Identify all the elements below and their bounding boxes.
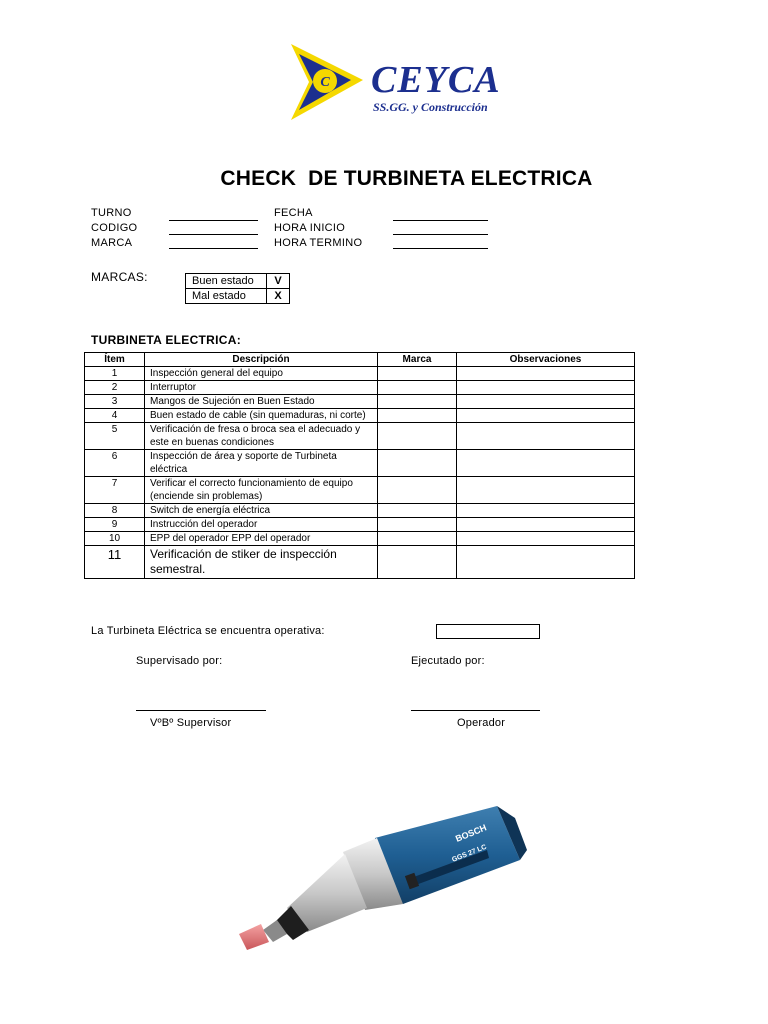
tool-model-text: GGS 27 LC: [451, 843, 488, 864]
column-header-observaciones: Observaciones: [457, 353, 635, 367]
field-label-codigo: CODIGO: [91, 222, 138, 234]
table-row: [85, 423, 635, 450]
legend-row-mal: [186, 289, 290, 304]
checklist-table: [84, 352, 635, 579]
field-label-hora-termino: HORA TERMINO: [274, 237, 363, 249]
item-number: 6: [85, 450, 145, 477]
table-header-row: [85, 353, 635, 367]
marca-cell[interactable]: [378, 409, 457, 423]
item-description: EPP del operador EPP del operador: [145, 532, 378, 546]
operativa-answer-box[interactable]: [436, 624, 540, 639]
codigo-input-line[interactable]: [169, 234, 258, 235]
item-description: Verificación de stiker de inspección semestral.: [145, 546, 378, 579]
item-number: 3: [85, 395, 145, 409]
item-number: 11: [85, 546, 145, 579]
marca-cell[interactable]: [378, 532, 457, 546]
hora-termino-input-line[interactable]: [393, 248, 488, 249]
marca-cell[interactable]: [378, 504, 457, 518]
table-row: [85, 409, 635, 423]
item-description: Instrucción del operador: [145, 518, 378, 532]
observaciones-cell[interactable]: [457, 546, 635, 579]
column-header-descripcion: Descripción: [145, 353, 378, 367]
table-row: [85, 504, 635, 518]
item-number: 1: [85, 367, 145, 381]
item-number: 9: [85, 518, 145, 532]
marca-cell[interactable]: [378, 423, 457, 450]
item-description: Verificación de fresa o broca sea el adecuado y este en buenas condiciones: [145, 423, 378, 450]
table-row: [85, 367, 635, 381]
column-header-item: Ítem: [85, 353, 145, 367]
marca-cell[interactable]: [378, 367, 457, 381]
observaciones-cell[interactable]: [457, 423, 635, 450]
ejecutado-label: Ejecutado por:: [411, 655, 485, 667]
marca-input-line[interactable]: [169, 248, 258, 249]
legend-symbol: V: [267, 274, 290, 289]
table-row: [85, 381, 635, 395]
operativa-label: La Turbineta Eléctrica se encuentra operativa:: [91, 625, 325, 637]
observaciones-cell[interactable]: [457, 367, 635, 381]
field-label-marca: MARCA: [91, 237, 133, 249]
fecha-input-line[interactable]: [393, 220, 488, 221]
item-number: 5: [85, 423, 145, 450]
observaciones-cell[interactable]: [457, 409, 635, 423]
item-number: 10: [85, 532, 145, 546]
hora-inicio-input-line[interactable]: [393, 234, 488, 235]
company-logo: [285, 42, 525, 122]
marca-cell[interactable]: [378, 450, 457, 477]
item-number: 4: [85, 409, 145, 423]
legend-text: Mal estado: [186, 289, 267, 304]
observaciones-cell[interactable]: [457, 477, 635, 504]
logo-tagline: SS.GG. y Construcción: [373, 100, 488, 114]
table-row: [85, 477, 635, 504]
turno-input-line[interactable]: [169, 220, 258, 221]
section-title: TURBINETA ELECTRICA:: [91, 333, 241, 347]
table-row: [85, 532, 635, 546]
ceyca-emblem-icon: [285, 42, 365, 122]
item-description: Switch de energía eléctrica: [145, 504, 378, 518]
item-description: Interruptor: [145, 381, 378, 395]
item-number: 2: [85, 381, 145, 395]
item-description: Mangos de Sujeción en Buen Estado: [145, 395, 378, 409]
column-header-marca: Marca: [378, 353, 457, 367]
field-label-turno: TURNO: [91, 207, 132, 219]
field-label-fecha: FECHA: [274, 207, 313, 219]
page-title: CHECK DE TURBINETA ELECTRICA: [220, 167, 593, 190]
item-description: Inspección general del equipo: [145, 367, 378, 381]
supervisor-signature-line[interactable]: [136, 710, 266, 711]
table-row: [85, 395, 635, 409]
legend-text: Buen estado: [186, 274, 267, 289]
table-row: [85, 546, 635, 579]
item-number: 7: [85, 477, 145, 504]
operador-signature-line[interactable]: [411, 710, 540, 711]
observaciones-cell[interactable]: [457, 518, 635, 532]
observaciones-cell[interactable]: [457, 532, 635, 546]
marca-cell[interactable]: [378, 395, 457, 409]
marca-cell[interactable]: [378, 518, 457, 532]
marcas-label: MARCAS:: [91, 270, 148, 284]
observaciones-cell[interactable]: [457, 395, 635, 409]
legend-row-buen: [186, 274, 290, 289]
marca-cell[interactable]: [378, 546, 457, 579]
marcas-legend-table: [185, 273, 290, 304]
field-label-hora-inicio: HORA INICIO: [274, 222, 346, 234]
item-description: Buen estado de cable (sin quemaduras, ni corte): [145, 409, 378, 423]
item-description: Inspección de área y soporte de Turbineta eléctrica: [145, 450, 378, 477]
table-row: [85, 450, 635, 477]
operador-caption: Operador: [457, 717, 506, 729]
item-description: Verificar el correcto funcionamiento de equipo (enciende sin problemas): [145, 477, 378, 504]
logo-name: CEYCA: [371, 59, 501, 101]
supervisado-label: Supervisado por:: [136, 655, 223, 667]
observaciones-cell[interactable]: [457, 504, 635, 518]
die-grinder-icon: [235, 800, 535, 950]
supervisor-caption: VºBº Supervisor: [150, 717, 232, 729]
table-row: [85, 518, 635, 532]
badge-letter: C: [320, 75, 330, 90]
legend-symbol: X: [267, 289, 290, 304]
tool-brand-text: BOSCH: [454, 822, 488, 844]
observaciones-cell[interactable]: [457, 450, 635, 477]
item-number: 8: [85, 504, 145, 518]
observaciones-cell[interactable]: [457, 381, 635, 395]
marca-cell[interactable]: [378, 477, 457, 504]
marca-cell[interactable]: [378, 381, 457, 395]
